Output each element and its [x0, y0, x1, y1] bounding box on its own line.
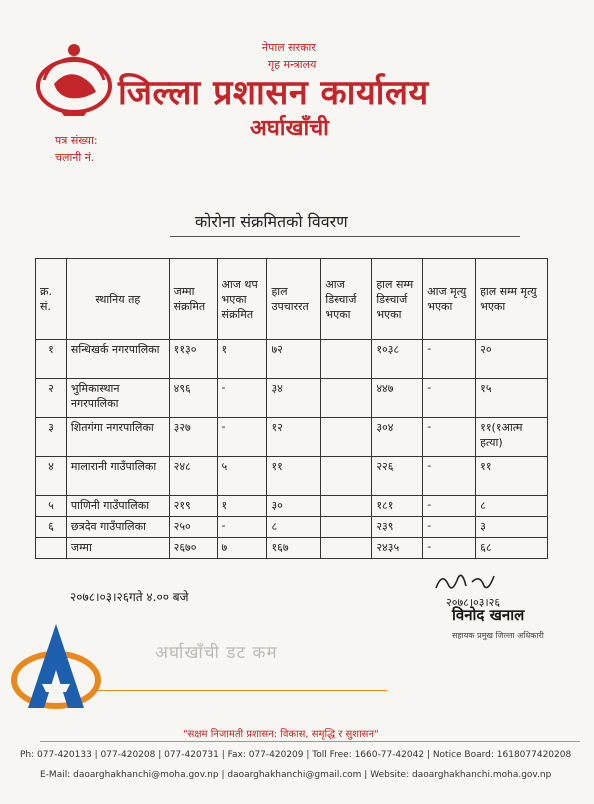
cell: -	[217, 379, 267, 418]
cell: १	[36, 340, 67, 379]
cell: २५०	[169, 517, 217, 538]
cell: २२६	[372, 457, 423, 496]
table-row	[36, 379, 548, 418]
cell: शितगंगा नगरपालिका	[66, 418, 169, 457]
cell: ८	[476, 496, 548, 517]
footer-phone-line: Ph: 077-420133 | 077-420208 | 077-420731 | Fax: 077-420209 | Toll Free: 1660-77-42042 | Notice Board: 1618077420208	[20, 750, 572, 760]
cell: २	[36, 379, 67, 418]
cell: ५	[217, 457, 267, 496]
office-name: जिल्ला प्रशासन कार्यालय	[118, 73, 429, 113]
cell: ११३०	[169, 340, 217, 379]
cell: -	[423, 517, 476, 538]
signatory-name: विनोद खनाल	[452, 606, 525, 624]
cell	[321, 457, 372, 496]
cell: ३०४	[372, 418, 423, 457]
cell: २४८	[169, 457, 217, 496]
cell: -	[217, 418, 267, 457]
column-header: हाल सम्म मृत्यु भएका	[476, 259, 548, 340]
cell: १२	[267, 418, 321, 457]
column-header: जम्मा संक्रमित	[169, 259, 217, 340]
watermark-rule	[95, 690, 387, 691]
table-row	[36, 418, 548, 457]
column-header: हाल सम्म डिस्चार्ज भएका	[372, 259, 423, 340]
cell: ६८	[476, 538, 548, 559]
table-row	[36, 340, 548, 379]
arghakhanchi-logo-icon	[8, 620, 108, 716]
signatory-role: सहायक प्रमुख जिल्ला अधिकारी	[452, 631, 544, 640]
cell: ४९६	[169, 379, 217, 418]
cell: ३	[476, 517, 548, 538]
government-line: नेपाल सरकार	[262, 41, 316, 54]
cell: जम्मा	[66, 538, 169, 559]
column-header: स्थानिय तह	[66, 259, 169, 340]
cell	[321, 379, 372, 418]
column-header: क्र. सं.	[36, 259, 67, 340]
cell	[321, 418, 372, 457]
column-header: आज थप भएका संक्रमित	[217, 259, 267, 340]
cell: ३०	[267, 496, 321, 517]
cell: २१९	[169, 496, 217, 517]
cell: ६	[36, 517, 67, 538]
title-underline	[170, 236, 520, 237]
cell: -	[217, 517, 267, 538]
cell: २६७०	[169, 538, 217, 559]
cell: १	[217, 340, 267, 379]
cell: १६७	[267, 538, 321, 559]
column-header: आज डिस्चार्ज भएका	[321, 259, 372, 340]
cell: -	[423, 457, 476, 496]
cell	[36, 538, 67, 559]
cell	[321, 538, 372, 559]
cell: ३२७	[169, 418, 217, 457]
cell: ८	[267, 517, 321, 538]
table-total-row	[36, 538, 548, 559]
cell: पाणिनी गाउँपालिका	[66, 496, 169, 517]
cell: ४	[36, 457, 67, 496]
cell	[321, 517, 372, 538]
document-title: कोरोना संक्रमितको विवरण	[195, 212, 348, 231]
cell: ११	[476, 457, 548, 496]
cell: १५	[476, 379, 548, 418]
signature-date: २०७८।०३।२६	[446, 596, 501, 609]
cell: ५	[36, 496, 67, 517]
cell: १८१	[372, 496, 423, 517]
nepal-emblem-icon	[30, 40, 118, 120]
cell: मालारानी गाउँपालिका	[66, 457, 169, 496]
letter-number-label: पत्र संख्या:	[55, 134, 98, 147]
cell	[321, 496, 372, 517]
cell: -	[423, 379, 476, 418]
table-header-row	[36, 259, 548, 340]
cell: ३	[36, 418, 67, 457]
report-date: २०७८।०३।२६गते ४.०० बजे	[70, 590, 189, 604]
cell	[321, 340, 372, 379]
cell: ११	[267, 457, 321, 496]
column-header: आज मृत्यु भएका	[423, 259, 476, 340]
footer-divider	[40, 741, 580, 742]
cell: -	[423, 340, 476, 379]
footer-email-line: E-Mail: daoarghakhanchi@moha.gov.np | daoarghakhanchi@gmail.com | Website: daoarghakhanchi.moha.gov.np	[40, 770, 552, 780]
cell: ७	[217, 538, 267, 559]
covid-report-table	[35, 258, 548, 559]
dispatch-number-label: चलानी नं.	[55, 151, 95, 164]
footer-slogan: "सक्षम निजामती प्रशासन: विकास, समृद्धि र सुशासन"	[183, 729, 379, 740]
cell: ३४	[267, 379, 321, 418]
district-name: अर्घाखाँची	[250, 116, 329, 141]
ministry-line: गृह मन्त्रालय	[268, 58, 317, 71]
table-row	[36, 496, 548, 517]
cell: ११(१आत्म हत्या)	[476, 418, 548, 457]
cell: २०	[476, 340, 548, 379]
cell: -	[423, 538, 476, 559]
cell: -	[423, 418, 476, 457]
cell: ७२	[267, 340, 321, 379]
cell: २४३५	[372, 538, 423, 559]
cell: २३९	[372, 517, 423, 538]
cell: -	[423, 496, 476, 517]
cell: ४४७	[372, 379, 423, 418]
cell: १०३८	[372, 340, 423, 379]
cell: १	[217, 496, 267, 517]
cell: भुमिकास्थान नगरपालिका	[66, 379, 169, 418]
handwritten-signature	[432, 568, 502, 596]
table-row	[36, 457, 548, 496]
watermark-text: अर्घाखाँची डट कम	[155, 643, 278, 663]
column-header: हाल उपचाररत	[267, 259, 321, 340]
cell: सन्धिखर्क नगरपालिका	[66, 340, 169, 379]
table-row	[36, 517, 548, 538]
cell: छत्रदेव गाउँपालिका	[66, 517, 169, 538]
